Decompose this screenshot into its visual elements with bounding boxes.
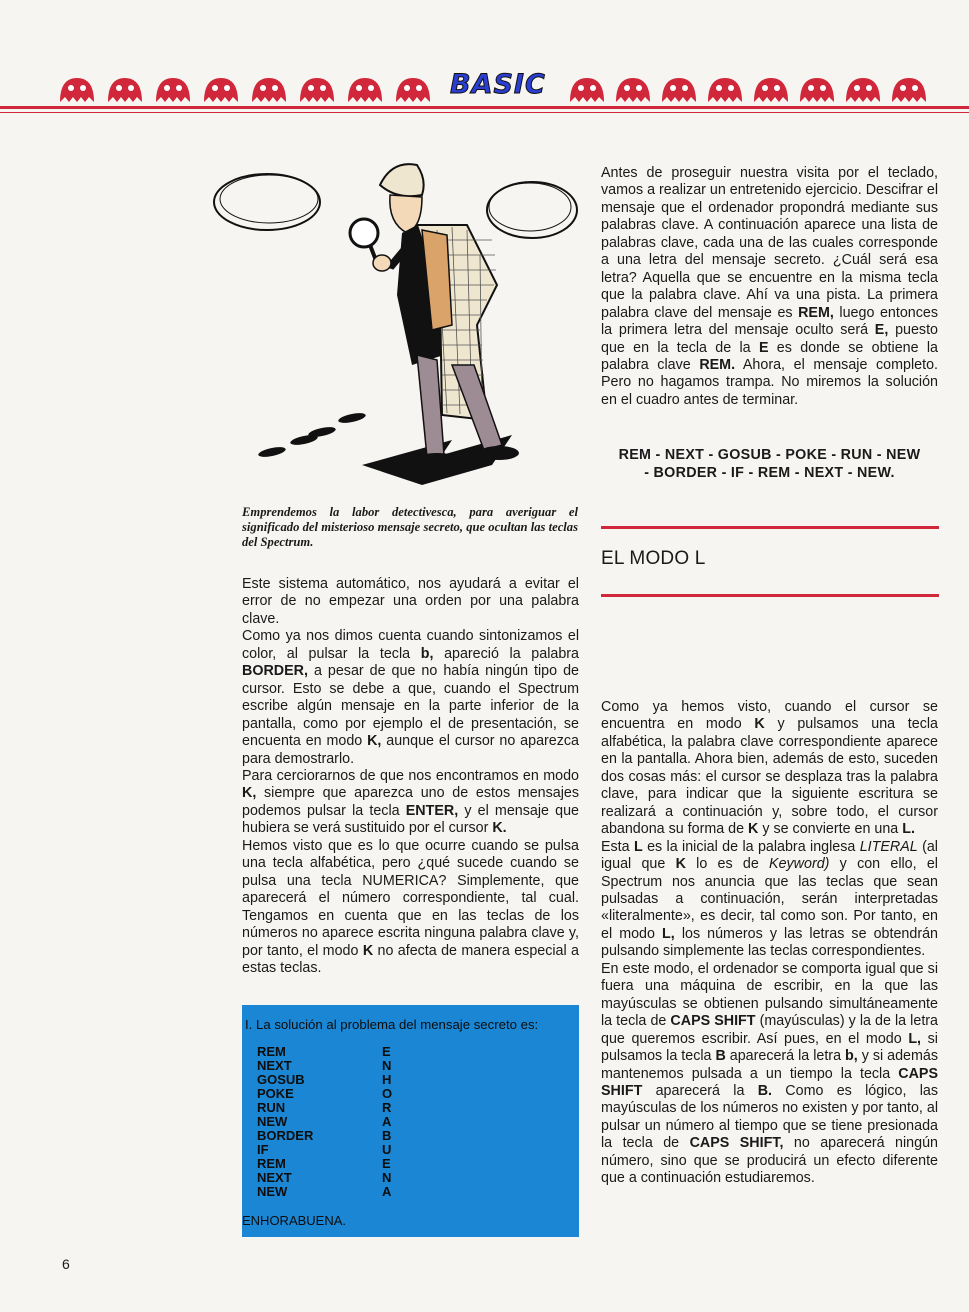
ghost-icon [846, 78, 880, 102]
code-sequence [601, 446, 938, 482]
solution-box [242, 1005, 579, 1237]
solution-keywords [257, 1045, 313, 1199]
ghost-icon [348, 78, 382, 102]
ghost-row-right [565, 70, 935, 104]
ghost-icon [616, 78, 650, 102]
right-column-intro [601, 165, 938, 409]
ghost-row-left [55, 70, 440, 104]
section-title: EL MODO L [601, 548, 706, 569]
paragraph: Hemos visto que es lo que ocurre cuando se pulsa una tecla alfabética, pero ¿qué sucede cuando se pulsa una tecla NUMERICA? Simplemente, que aparecerá el número correspondiente, tal cual. Tengamos en cuenta que en las teclas de los números no aparece escrita ninguna palabra clave y, por tanto, el modo K no afecta de manera especial a estas teclas. [242, 837, 579, 976]
page-header [0, 62, 969, 112]
left-column-text [242, 576, 579, 977]
solution-keyword: IF [257, 1142, 269, 1157]
paragraph: Como ya nos dimos cuenta cuando sintonizamos el color, al pulsar la tecla b, apareció la palabra BORDER, a pesar de que no había ningún tipo de cursor. Esto se debe a que, cuando el Spectrum escribe algún mensaje en la parte inferior de la pantalla, como por ejemplo el de presentación, se encuenta en modo K, aunque el cursor no aparezca para demostrarlo. [242, 628, 579, 767]
solution-keyword: REM [257, 1044, 286, 1059]
section-rule-bottom [601, 594, 939, 597]
solution-keyword: REM [257, 1156, 286, 1171]
solution-letter: E [382, 1156, 391, 1171]
solution-keyword: RUN [257, 1100, 286, 1115]
paragraph: Esta L es la inicial de la palabra inglesa LITERAL (al igual que K lo es de Keyword) y con ello, el Spectrum nos anuncia que las teclas que sean pulsadas a continuación, serán interpretadas «literalmente», es decir, tal como son. Por tanto, en el modo L, los números y las letras se obtendrán pulsando simplemente las teclas correspondientes. [601, 838, 938, 960]
solution-letter: H [382, 1072, 392, 1087]
solution-letter: A [382, 1114, 392, 1129]
illustration-caption: Emprendemos la labor detectivesca, para averiguar el significado del misterioso mensaje secreto, que ocultan las teclas del Spectrum. [242, 505, 578, 549]
ghost-icon [800, 78, 834, 102]
ghost-icon [156, 78, 190, 102]
solution-keyword: NEW [257, 1114, 288, 1129]
paragraph: Este sistema automático, nos ayudará a evitar el error de no empezar una orden por una palabra clave. [242, 576, 579, 627]
ghost-icon [60, 78, 94, 102]
solution-keyword: NEXT [257, 1058, 292, 1073]
solution-letter: R [382, 1100, 392, 1115]
solution-keyword: NEXT [257, 1170, 292, 1185]
solution-letter: B [382, 1128, 392, 1143]
page-number: 6 [62, 1256, 70, 1272]
solution-title: I. La solución al problema del mensaje secreto es: [245, 1017, 539, 1032]
solution-letter: U [382, 1142, 392, 1157]
ghost-icon [396, 78, 430, 102]
right-column-body [601, 699, 938, 1188]
ghost-icon [252, 78, 286, 102]
solution-letter: N [382, 1058, 392, 1073]
ghost-icon [300, 78, 334, 102]
section-rule-top [601, 526, 939, 529]
solution-keyword: POKE [257, 1086, 294, 1101]
ghost-icon [662, 78, 696, 102]
ghost-icon [708, 78, 742, 102]
code-sequence-line: - BORDER - IF - REM - NEXT - NEW. [644, 465, 895, 481]
basic-logo: BASIC [450, 69, 546, 100]
paragraph: Para cerciorarnos de que nos encontramos en modo K, siempre que aparezca uno de estos mensajes podemos pulsar la tecla ENTER, y el mensaje que hubiera se verá sustituido por el cursor K. [242, 767, 579, 837]
ghost-icon [204, 78, 238, 102]
header-rule [0, 106, 969, 109]
solution-letters [382, 1045, 392, 1199]
solution-letter: E [382, 1044, 391, 1059]
solution-keyword: GOSUB [257, 1072, 305, 1087]
ghost-icon [892, 78, 926, 102]
solution-letter: A [382, 1184, 392, 1199]
ghost-icon [754, 78, 788, 102]
solution-keyword: BORDER [257, 1128, 314, 1143]
solution-letter: O [382, 1086, 393, 1101]
paragraph: Antes de proseguir nuestra visita por el teclado, vamos a realizar un entretenido ejercicio. Descifrar el mensaje que el ordenador propondrá mediante sus palabras clave. A continuación aparece una lista de palabras clave, cada una de las cuales corresponde a una letra del mensaje secreto. ¿Cuál será esa letra? Aquella que se encuentre en la misma tecla que la palabra clave. Ahí va una pista. La primera palabra clave del mensaje es REM, luego entonces la primera letra del mensaje oculto será E, puesto que en la tecla de la E es donde se obtiene la palabra clave REM. Ahora, el mensaje completo. Pero no hagamos trampa. No miremos la solución en el cuadro antes de terminar. [601, 165, 939, 408]
detective-with-magnifier-icon [212, 155, 592, 495]
solution-keyword: NEW [257, 1184, 288, 1199]
solution-footer: ENHORABUENA. [242, 1213, 347, 1228]
ghost-icon [570, 78, 604, 102]
header-rule-thin [0, 112, 969, 113]
paragraph: En este modo, el ordenador se comporta igual que si fuera una máquina de escribir, en la que las mayúsculas se obtienen pulsando simultáneamente la tecla de CAPS SHIFT (mayúsculas) y la de la letra que queremos escribir. Así pues, en el modo L, si pulsamos la tecla B aparecerá la letra b, y si además mantenemos pulsada a un tiempo la tecla CAPS SHIFT aparecerá la B. Como es lógico, las mayúsculas de los números no existen y por tanto, al pulsar un número al tiempo que se tiene presionada la tecla de CAPS SHIFT, no aparecerá ningún número, sino que se producirá un efecto diferente que a continuación estudiaremos. [601, 960, 938, 1187]
code-sequence-line: REM - NEXT - GOSUB - POKE - RUN - NEW [618, 447, 921, 463]
solution-letter: N [382, 1170, 392, 1185]
paragraph: Como ya hemos visto, cuando el cursor se encuentra en modo K y pulsamos una tecla alfabética, la palabra clave correspondiente aparece en la pantalla. Ahora bien, además de esto, suceden dos cosas más: el cursor se desplaza tras la palabra clave, para indicar que la siguiente escritura se realizará a continuación y, sobre todo, el cursor abandona su forma de K y se convierte en una L. [601, 699, 939, 838]
ghost-icon [108, 78, 142, 102]
